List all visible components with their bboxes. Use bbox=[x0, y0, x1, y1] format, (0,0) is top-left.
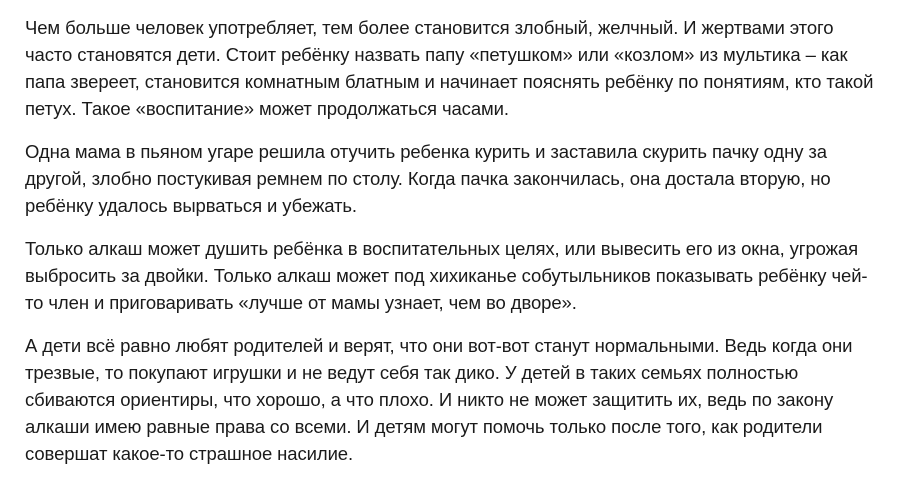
paragraph-4 bbox=[25, 332, 881, 467]
paragraph-line: Только алкаш может душить ребёнка в воспитательных целях, или вывесить его из окна, угрожая bbox=[25, 238, 859, 259]
paragraph-line: петух. Такое «воспитание» может продолжаться часами. bbox=[25, 98, 509, 119]
paragraph-1 bbox=[25, 14, 881, 122]
paragraph-line: другой, злобно постукивая ремнем по столу. Когда пачка закончилась, она достала вторую, но bbox=[25, 168, 831, 189]
paragraph-line: совершат какое-то страшное насилие. bbox=[25, 443, 354, 464]
paragraph-line: Одна мама в пьяном угаре решила отучить ребенка курить и заставила скурить пачку одну за bbox=[25, 141, 827, 162]
paragraph-line: папа звереет, становится комнатным блатным и начинает пояснять ребёнку по понятиям, кто такой bbox=[25, 71, 874, 92]
paragraph-line: ребёнку удалось вырваться и убежать. bbox=[25, 195, 357, 216]
paragraph-line: алкаши имею равные права со всеми. И детям могут помочь только после того, как родители bbox=[25, 416, 823, 437]
paragraph-line: выбросить за двойки. Только алкаш может под хихиканье собутыльников показывать ребёнку чей- bbox=[25, 265, 868, 286]
paragraph-3 bbox=[25, 235, 881, 316]
paragraph-line: трезвые, то покупают игрушки и не ведут себя так дико. У детей в таких семьях полностью bbox=[25, 362, 799, 383]
paragraph-line: А дети всё равно любят родителей и верят, что они вот-вот станут нормальными. Ведь когда они bbox=[25, 335, 853, 356]
paragraph-line: часто становятся дети. Стоит ребёнку назвать папу «петушком» или «козлом» из мультика – как bbox=[25, 44, 848, 65]
paragraph-line: то член и приговаривать «лучше от мамы узнает, чем во дворе». bbox=[25, 292, 577, 313]
paragraph-line: сбиваются ориентиры, что хорошо, а что плохо. И никто не может защитить их, ведь по закону bbox=[25, 389, 834, 410]
paragraph-line: Чем больше человек употребляет, тем более становится злобный, желчный. И жертвами этого bbox=[25, 17, 834, 38]
paragraph-2 bbox=[25, 138, 881, 219]
